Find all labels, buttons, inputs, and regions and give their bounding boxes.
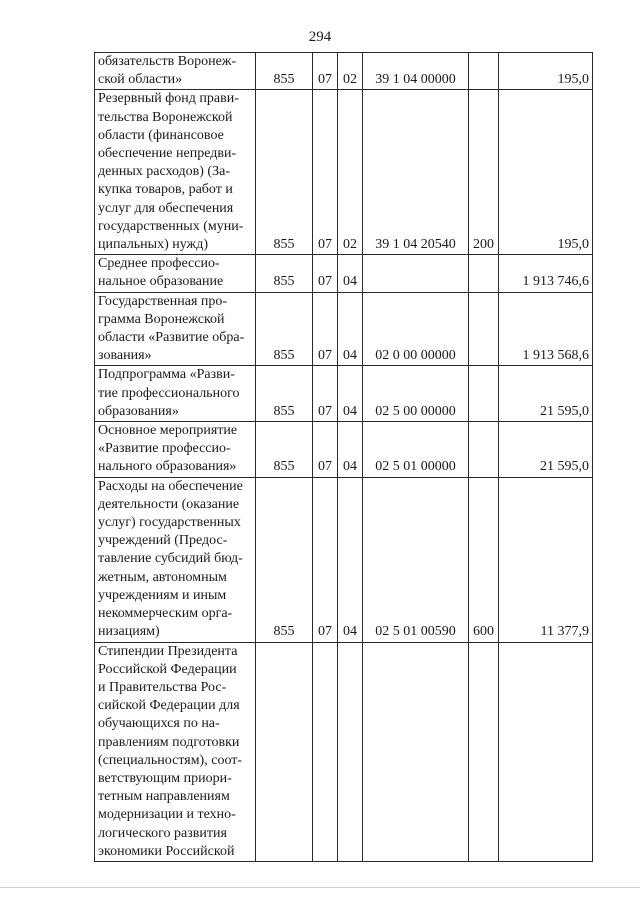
item-name-line: правлениям подготовки <box>98 734 240 750</box>
section-code-cell: 07 <box>313 422 338 478</box>
item-name-line: Основное мероприятие <box>98 423 238 439</box>
item-name-line: логического развития <box>98 825 227 841</box>
amount-cell: 195,0 <box>499 90 593 255</box>
item-name-line: услуг) государственных <box>98 515 241 531</box>
subsection-code-cell: 04 <box>338 366 363 422</box>
budget-table <box>94 52 593 862</box>
item-name-line: обязательств Воронеж- <box>98 54 237 69</box>
ministry-code-cell: 855 <box>256 366 313 422</box>
ministry-code-cell: 855 <box>256 90 313 255</box>
item-name-cell <box>95 477 256 642</box>
table-row <box>95 292 593 366</box>
item-name-line: обеспечение непредви- <box>98 146 237 162</box>
expense-type-cell: 600 <box>469 477 499 642</box>
section-code-cell: 07 <box>313 53 338 90</box>
item-name-line: модернизации и техно- <box>98 807 236 823</box>
item-name-line: Подпрограмма «Разви- <box>98 367 235 383</box>
item-name-line: тельства Воронежской <box>98 109 233 125</box>
target-article-cell: 02 0 00 00000 <box>363 292 469 366</box>
expense-type-cell <box>469 255 499 292</box>
section-code-cell: 07 <box>313 90 338 255</box>
item-name-line: низациям) <box>98 624 160 640</box>
ministry-code-cell: 855 <box>256 255 313 292</box>
item-name-cell <box>95 642 256 861</box>
table-row <box>95 366 593 422</box>
table-row <box>95 90 593 255</box>
section-code-cell: 07 <box>313 477 338 642</box>
item-name-line: Стипендии Президента <box>98 643 238 659</box>
target-article-cell: 02 5 01 00590 <box>363 477 469 642</box>
ministry-code-cell: 855 <box>256 292 313 366</box>
subsection-code-cell: 04 <box>338 292 363 366</box>
item-name-line: обучающихся по на- <box>98 716 220 732</box>
item-name-line: Расходы на обеспечение <box>98 478 243 494</box>
item-name-cell <box>95 292 256 366</box>
budget-table-body <box>95 53 593 862</box>
item-name-line: области «Развитие обра- <box>98 330 245 346</box>
item-name-line: экономики Российской <box>98 843 235 859</box>
ministry-code-cell <box>256 642 313 861</box>
item-name-line: нальное образование <box>98 274 224 290</box>
item-name-line: зования» <box>98 348 152 364</box>
expense-type-cell <box>469 422 499 478</box>
target-article-cell: 39 1 04 20540 <box>363 90 469 255</box>
item-name-cell <box>95 366 256 422</box>
item-name-line: ской области» <box>98 72 183 88</box>
item-name-line: образования» <box>98 403 179 419</box>
amount-cell: 21 595,0 <box>499 422 593 478</box>
item-name-cell <box>95 90 256 255</box>
table-row <box>95 642 593 861</box>
expense-type-cell <box>469 292 499 366</box>
item-name-line: тавление субсидий бюд- <box>98 551 243 567</box>
subsection-code-cell: 02 <box>338 53 363 90</box>
item-name-line: Резервный фонд прави- <box>98 91 239 107</box>
target-article-cell <box>363 255 469 292</box>
item-name-line: нального образования» <box>98 459 237 475</box>
section-code-cell: 07 <box>313 255 338 292</box>
item-name-line: купка товаров, работ и <box>98 182 233 198</box>
item-name-line: Среднее профессио- <box>98 256 220 272</box>
ministry-code-cell: 855 <box>256 422 313 478</box>
ministry-code-cell: 855 <box>256 53 313 90</box>
subsection-code-cell: 04 <box>338 477 363 642</box>
expense-type-cell: 200 <box>469 90 499 255</box>
item-name-line: и Правительства Рос- <box>98 679 227 695</box>
expense-type-cell <box>469 53 499 90</box>
amount-cell: 21 595,0 <box>499 366 593 422</box>
expense-type-cell <box>469 366 499 422</box>
subsection-code-cell: 02 <box>338 90 363 255</box>
amount-cell: 195,0 <box>499 53 593 90</box>
ministry-code-cell: 855 <box>256 477 313 642</box>
subsection-code-cell <box>338 642 363 861</box>
item-name-line: деятельности (оказание <box>98 496 240 512</box>
item-name-line: Государственная про- <box>98 293 228 309</box>
item-name-line: ветствующим приори- <box>98 770 232 786</box>
item-name-line: государственных (муни- <box>98 218 244 234</box>
item-name-line: (специальностям), соот- <box>98 752 243 768</box>
item-name-line: тетным направлениям <box>98 789 230 805</box>
page-number: 294 <box>308 29 332 45</box>
item-name-line: ципальных) нужд) <box>98 237 209 253</box>
table-row <box>95 422 593 478</box>
scan-edge-line <box>0 887 640 888</box>
item-name-line: сийской Федерации для <box>98 698 240 714</box>
item-name-line: услуг для обеспечения <box>98 200 234 216</box>
target-article-cell <box>363 642 469 861</box>
expense-type-cell <box>469 642 499 861</box>
item-name-cell <box>95 422 256 478</box>
item-name-cell <box>95 53 256 90</box>
amount-cell: 11 377,9 <box>499 477 593 642</box>
table-row <box>95 53 593 90</box>
item-name-line: жетным, автономным <box>98 569 227 585</box>
amount-cell <box>499 642 593 861</box>
target-article-cell: 39 1 04 00000 <box>363 53 469 90</box>
item-name-line: учреждениям и иным <box>98 587 227 603</box>
amount-cell: 1 913 746,6 <box>499 255 593 292</box>
section-code-cell <box>313 642 338 861</box>
target-article-cell: 02 5 01 00000 <box>363 422 469 478</box>
section-code-cell: 07 <box>313 366 338 422</box>
item-name-line: учреждений (Предос- <box>98 533 228 549</box>
item-name-line: грамма Воронежской <box>98 311 225 327</box>
table-row <box>95 477 593 642</box>
subsection-code-cell: 04 <box>338 255 363 292</box>
target-article-cell: 02 5 00 00000 <box>363 366 469 422</box>
item-name-line: некоммерческим орга- <box>98 606 233 622</box>
section-code-cell: 07 <box>313 292 338 366</box>
amount-cell: 1 913 568,6 <box>499 292 593 366</box>
item-name-line: денных расходов) (За- <box>98 164 230 180</box>
item-name-cell <box>95 255 256 292</box>
item-name-line: тие профессионального <box>98 385 240 401</box>
item-name-line: «Развитие профессио- <box>98 441 231 457</box>
subsection-code-cell: 04 <box>338 422 363 478</box>
table-row <box>95 255 593 292</box>
item-name-line: области (финансовое <box>98 127 224 143</box>
item-name-line: Российской Федерации <box>98 661 237 677</box>
